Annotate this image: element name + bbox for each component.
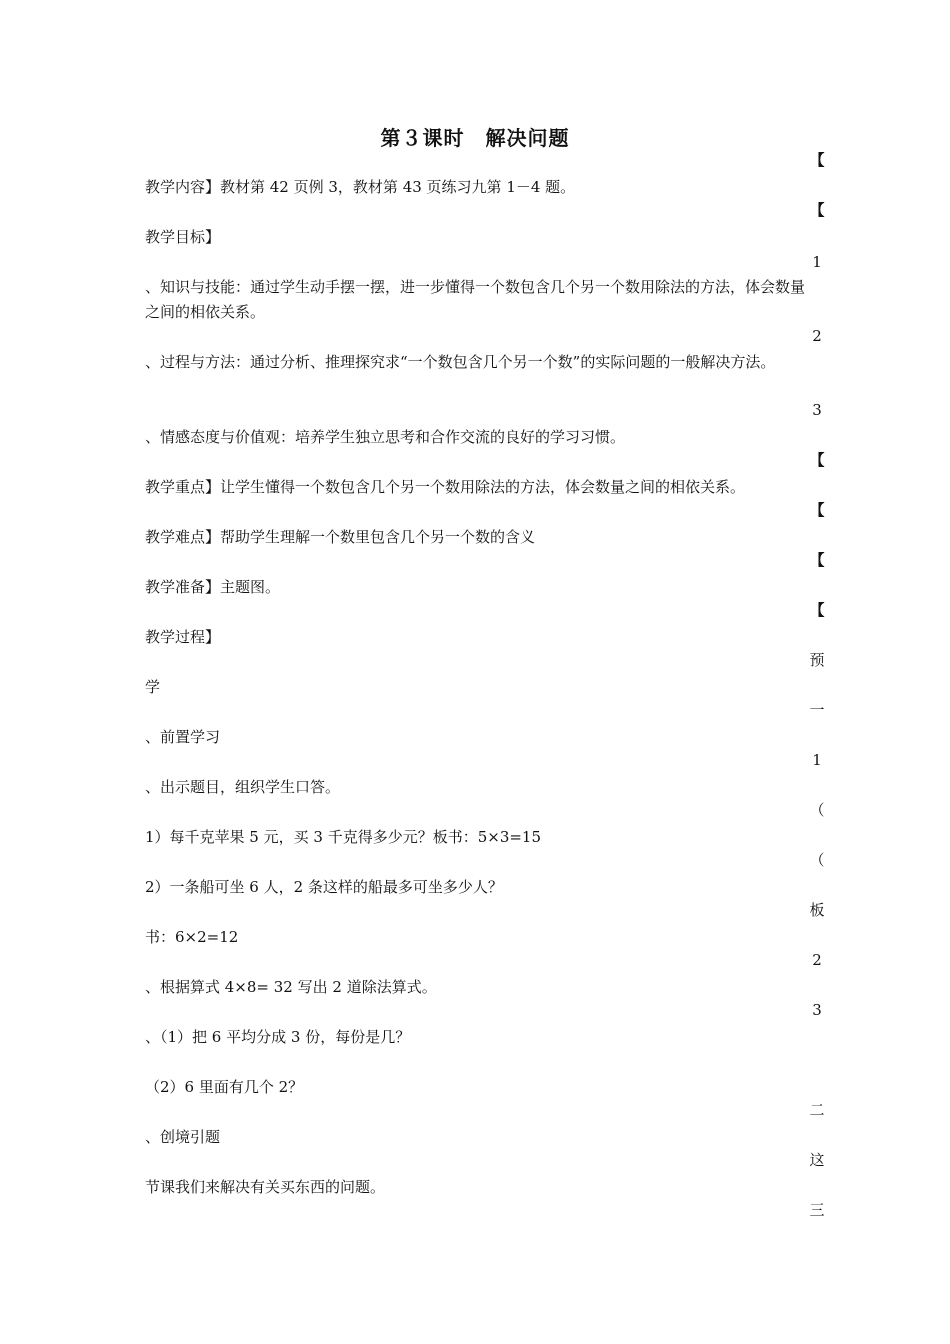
line-scenario: 、创境引题 [145, 1128, 221, 1146]
line-pre-study: 、前置学习 [145, 728, 221, 746]
margin-char: 2 [812, 327, 822, 345]
line-learn: 学 [145, 678, 161, 696]
line-preparation: 教学准备】主题图。 [145, 578, 281, 596]
margin-char: 预 [809, 651, 825, 669]
margin-char: 【 [809, 451, 825, 469]
line-board-writing: 书：6×2=12 [145, 928, 239, 946]
margin-char: 二 [809, 1101, 825, 1119]
margin-char: （ [809, 851, 825, 869]
margin-char: 一 [809, 701, 825, 719]
line-division-task: 、根据算式 4×8= 32 写出 2 道除法算式。 [145, 978, 437, 996]
line-content: 教学内容】教材第 42 页例 3，教材第 43 页练习九第 1－4 题。 [145, 178, 576, 196]
margin-char: 1 [812, 751, 822, 769]
line-question-split: 、（1）把 6 平均分成 3 份，每份是几？ [145, 1028, 411, 1046]
margin-char: 2 [812, 951, 822, 969]
margin-char: 【 [809, 151, 825, 169]
margin-char: 三 [809, 1201, 825, 1219]
line-objectives-heading: 教学目标】 [145, 228, 221, 246]
margin-char: 【 [809, 501, 825, 519]
line-difficulty: 教学难点】帮助学生理解一个数里包含几个另一个数的含义 [145, 528, 536, 546]
line-objective-knowledge: 、知识与技能：通过学生动手摆一摆，进一步懂得一个数包含几个另一个数用除法的方法，体会数量之间的相依关系。 [145, 278, 806, 321]
line-question-2: 2）一条船可坐 6 人，2 条这样的船最多可坐多少人？ [145, 878, 503, 896]
margin-char: 这 [809, 1151, 825, 1169]
line-question-contains: （2）6 里面有几个 2？ [145, 1078, 304, 1096]
line-process-heading: 教学过程】 [145, 628, 221, 646]
margin-char: 1 [812, 253, 822, 271]
line-objective-attitude: 、情感态度与价值观：培养学生独立思考和合作交流的良好的学习习惯。 [145, 428, 626, 446]
margin-char: 3 [812, 1001, 822, 1019]
margin-char: 板 [809, 901, 825, 919]
line-question-1: 1）每千克苹果 5 元，买 3 千克得多少元？板书：5×3=15 [145, 828, 542, 846]
line-show-questions: 、出示题目，组织学生口答。 [145, 778, 341, 796]
margin-char: 3 [812, 401, 822, 419]
margin-char: 【 [809, 201, 825, 219]
line-intro: 节课我们来解决有关买东西的问题。 [145, 1178, 386, 1196]
margin-char: 【 [809, 601, 825, 619]
margin-char: 【 [809, 551, 825, 569]
margin-char: （ [809, 801, 825, 819]
line-key-point: 教学重点】让学生懂得一个数包含几个另一个数用除法的方法，体会数量之间的相依关系。 [145, 478, 746, 496]
line-objective-process: 、过程与方法：通过分析、推理探究求“一个数包含几个另一个数”的实际问题的一般解决方法。 [145, 353, 776, 371]
page-title: 第３课时 解决问题 [380, 126, 570, 150]
